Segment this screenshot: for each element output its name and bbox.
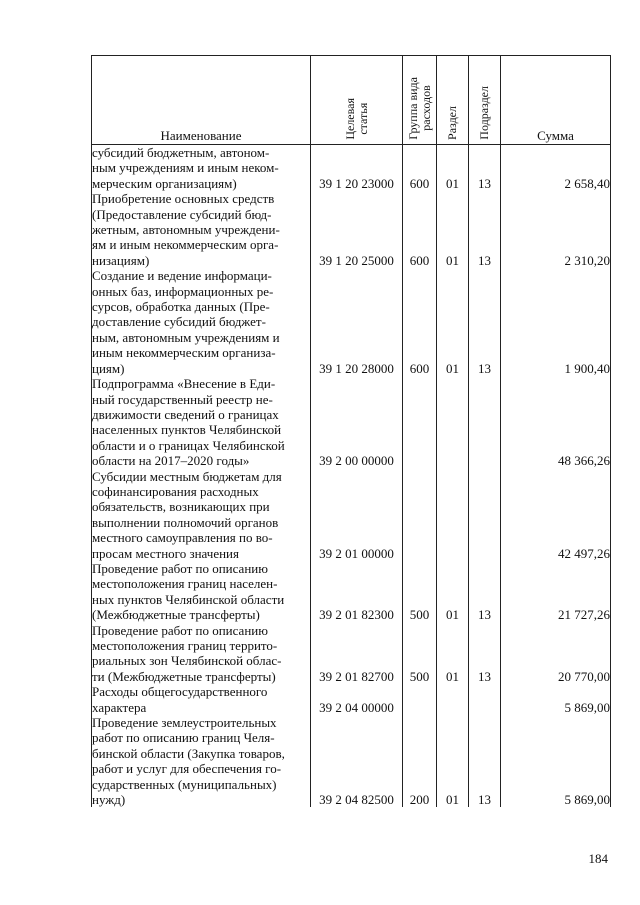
row-subsection [469,684,501,715]
row-name-line: ти (Межбюджетные трансферты) [92,668,276,684]
row-subsection: 13 [469,145,501,192]
row-section: 01 [437,623,469,685]
row-name-line: бинской области (Закупка товаров, [92,745,285,761]
row-section: 01 [437,561,469,623]
table-row [92,191,611,268]
row-expense-group: 500 [403,623,437,685]
row-name-line: выполнении полномочий органов [92,514,279,530]
row-name-line: сурсов, обработка данных (Пре- [92,299,270,315]
row-subsection: 13 [469,561,501,623]
row-section [437,684,469,715]
row-name-line: работ по описанию границ Челя- [92,730,275,746]
row-name-line: ный государственный реестр не- [92,391,273,407]
row-name [92,623,311,685]
row-subsection: 13 [469,191,501,268]
row-name-line: Субсидии местным бюджетам для [92,468,282,484]
row-name-line: онных баз, информационных ре- [92,283,274,299]
table-row [92,268,611,376]
row-name-line: Проведение работ по описанию [92,560,268,576]
row-sum: 5 869,00 [501,715,611,807]
row-subsection [469,469,501,561]
row-subsection: 13 [469,268,501,376]
row-name-line: ным учреждениям и иным неком- [92,160,279,176]
row-name-line: местного самоуправления по во- [92,530,273,546]
row-name [92,376,311,468]
budget-table [91,55,611,807]
row-sum: 2 658,40 [501,145,611,192]
row-section: 01 [437,145,469,192]
row-name-line: ным, автономным учреждениям и [92,329,280,345]
row-section: 01 [437,715,469,807]
header-expense-group: Группа вида расходов [403,56,437,145]
row-name [92,145,311,192]
row-target-article: 39 1 20 23000 [311,145,403,192]
row-sum: 2 310,20 [501,191,611,268]
header-sum: Сумма [501,56,611,145]
header-name: Наименование [92,56,311,145]
row-name-line: населенных пунктов Челябинской [92,422,282,438]
table-row [92,145,611,192]
row-name-line: Приобретение основных средств [92,191,275,207]
row-name [92,469,311,561]
row-name-line: мерческим организациям) [92,175,237,191]
row-name [92,715,311,807]
row-target-article: 39 2 01 82300 [311,561,403,623]
row-expense-group: 500 [403,561,437,623]
row-name-line: обязательств, возникающих при [92,499,270,515]
row-name-line: местоположения границ населен- [92,576,278,592]
row-name-line: нужд) [92,792,126,808]
row-expense-group: 600 [403,145,437,192]
row-name-line: сударственных (муниципальных) [92,776,277,792]
row-name-line: ям и иным некоммерческим орга- [92,237,279,253]
row-name [92,561,311,623]
row-target-article: 39 2 04 00000 [311,684,403,715]
row-expense-group [403,684,437,715]
row-name-line: Создание и ведение информаци- [92,268,272,284]
row-name-line: ных пунктов Челябинской области [92,591,285,607]
row-name-line: Расходы общегосударственного [92,684,268,700]
row-name-line: работ и услуг для обеспечения го- [92,761,282,777]
row-name-line: субсидий бюджетным, автоном- [92,145,270,160]
row-name-line: иным некоммерческим организа- [92,345,276,361]
header-target-article: Целевая статья [311,56,403,145]
row-section: 01 [437,191,469,268]
row-name-line: риальных зон Челябинской облас- [92,653,282,669]
row-sum: 5 869,00 [501,684,611,715]
row-sum: 21 727,26 [501,561,611,623]
row-name [92,268,311,376]
row-target-article: 39 2 04 82500 [311,715,403,807]
row-target-article: 39 1 20 25000 [311,191,403,268]
table-row [92,684,611,715]
row-expense-group [403,469,437,561]
row-name-line: (Межбюджетные трансферты) [92,607,260,623]
row-expense-group: 200 [403,715,437,807]
row-sum: 20 770,00 [501,623,611,685]
row-expense-group [403,376,437,468]
table-row [92,376,611,468]
page-number: 184 [588,851,608,866]
row-subsection: 13 [469,623,501,685]
table-row [92,623,611,685]
row-name-line: области и о границах Челябинской [92,437,285,453]
row-sum: 42 497,26 [501,469,611,561]
row-name-line: Подпрограмма «Внесение в Еди- [92,376,276,392]
row-section: 01 [437,268,469,376]
row-name-line: Проведение работ по описанию [92,622,268,638]
row-expense-group: 600 [403,191,437,268]
row-expense-group: 600 [403,268,437,376]
row-section [437,469,469,561]
table-row [92,561,611,623]
header-subsection: Подраздел [469,56,501,145]
row-name-line: (Предоставление субсидий бюд- [92,206,272,222]
row-name-line: циям) [92,360,125,376]
row-target-article: 39 2 01 00000 [311,469,403,561]
table-body [92,145,611,808]
row-sum: 1 900,40 [501,268,611,376]
row-section [437,376,469,468]
row-name-line: местоположения границ террито- [92,638,278,653]
row-name [92,684,311,715]
row-target-article: 39 2 00 00000 [311,376,403,468]
row-name-line: движимости сведений о границах [92,406,279,422]
table-row [92,469,611,561]
row-name-line: просам местного значения [92,545,239,561]
row-name-line: характера [92,699,147,715]
row-target-article: 39 2 01 82700 [311,623,403,685]
row-subsection [469,376,501,468]
row-name-line: софинансирования расходных [92,483,259,499]
row-subsection: 13 [469,715,501,807]
table-row [92,715,611,807]
header-section: Раздел [437,56,469,145]
row-name-line: низациям) [92,252,150,268]
row-sum: 48 366,26 [501,376,611,468]
row-name-line: жетным, автономным учреждени- [92,222,280,238]
row-name-line: области на 2017–2020 годы» [92,453,250,469]
row-name-line: Проведение землеустроительных [92,715,277,731]
row-name [92,191,311,268]
table-header-row [92,56,611,145]
row-name-line: доставление субсидий бюджет- [92,314,266,330]
row-target-article: 39 1 20 28000 [311,268,403,376]
